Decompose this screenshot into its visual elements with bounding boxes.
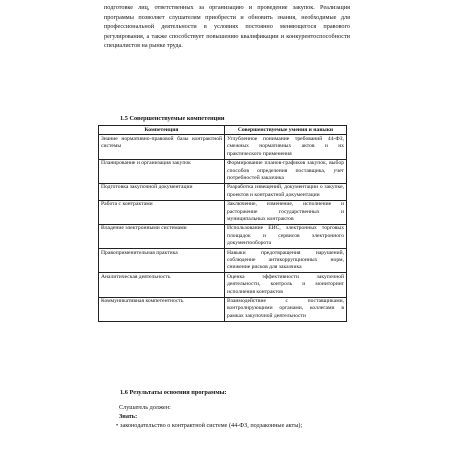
competency-cell: Владение электронными системами: [99, 224, 225, 248]
competency-cell: Правоприменительная практика: [99, 249, 225, 273]
table-header-row: [99, 126, 347, 135]
table-row: [99, 249, 347, 273]
skills-cell: Навыки предотвращения нарушений, соблюдение антикоррупционных норм, снижение рисков для заказчика: [225, 249, 347, 273]
competency-cell: Работа с контрактами: [99, 200, 225, 224]
table-row: [99, 135, 347, 159]
bullet-icon: •: [116, 422, 119, 429]
competencies-table: [98, 125, 347, 322]
outcomes-block: [98, 403, 350, 430]
table-row: [99, 200, 347, 224]
table-header-competency: Компетенция: [99, 126, 225, 135]
know-label: Знать:: [119, 413, 138, 420]
list-item-text: законодательство о контрактной системе (44-ФЗ, подзаконные акты);: [120, 422, 303, 429]
intro-paragraph: подготовке лиц, ответственных за организацию и проведение закупок. Реализация программы позволяет слушателям приобрести и обновить знания, необходимые для профессиональной деятельности в условиях постоянно меняющегося правового регулирования, а также способствует повышению квалификации и конкурентоспособности специалистов на рынке труда.: [104, 4, 350, 50]
table-row: [99, 297, 347, 321]
competency-cell: Планирование и организация закупок: [99, 159, 225, 183]
table-row: [99, 159, 347, 183]
skills-cell: Использование ЕИС, электронных торговых площадок и сервисов электронного документооборота: [225, 224, 347, 248]
competency-cell: Подготовка закупочной документации: [99, 183, 225, 200]
competency-cell: Знание нормативно-правовой базы контрактной системы: [99, 135, 225, 159]
skills-cell: Заключение, изменение, исполнение и расторжение государственных и муниципальных контрактов: [225, 200, 347, 224]
competency-cell: Аналитическая деятельность: [99, 273, 225, 297]
table-row: [99, 183, 347, 200]
outcomes-lead: Слушатель должен:: [119, 404, 171, 411]
skills-cell: Оценка эффективности закупочной деятельности, контроль и мониторинг исполнения контрактов: [225, 273, 347, 297]
skills-cell: Взаимодействие с поставщиками, контролирующими органами, коллегами в рамках закупочной деятельности: [225, 297, 347, 321]
list-item: [98, 421, 350, 430]
table-row: [99, 273, 347, 297]
table-row: [99, 224, 347, 248]
skills-cell: Разработка извещений, документации о закупке, проектов и контрактной документации: [225, 183, 347, 200]
skills-cell: Формирование планов-графиков закупок, выбор способов определения поставщика, учет потребностей заказчика: [225, 159, 347, 183]
section-heading-outcomes: 1.6 Результаты освоения программы:: [120, 389, 227, 396]
competency-cell: Коммуникативная компетентность: [99, 297, 225, 321]
table-header-skills: Совершенствуемые умения и навыки: [225, 126, 347, 135]
skills-cell: Углубленное понимание требований 44-ФЗ, смежных нормативных актов и их практического применения: [225, 135, 347, 159]
section-heading-competencies: 1.5 Совершенствуемые компетенции: [120, 115, 225, 122]
